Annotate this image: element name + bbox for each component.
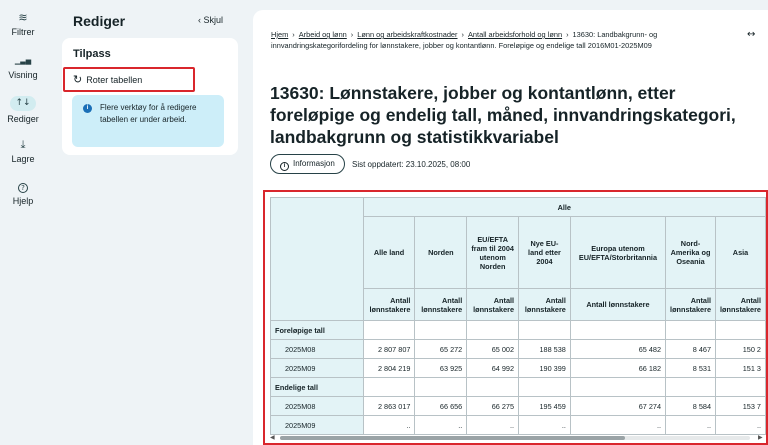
- edit-panel: [58, 0, 242, 445]
- row-label: 2025M08: [271, 397, 364, 416]
- breadcrumb-link[interactable]: Lønn og arbeidskraftkostnader: [357, 30, 458, 39]
- help-icon: ?: [18, 183, 28, 193]
- table-cell: ..: [666, 416, 716, 435]
- column-group-header: Alle: [363, 198, 765, 217]
- main-content: [253, 10, 768, 445]
- table-cell: 190 399: [519, 359, 571, 378]
- table-cell: 8 584: [666, 397, 716, 416]
- hide-panel-button[interactable]: ‹ Skjul: [198, 15, 224, 25]
- rail-visning[interactable]: [0, 55, 46, 80]
- scroll-left-icon[interactable]: ◀: [270, 434, 275, 441]
- table-row: [271, 359, 766, 378]
- customize-title: Tilpass: [73, 48, 111, 60]
- breadcrumb: Hjem › Arbeid og lønn › Lønn og arbeidskraftkostnader › Antall arbeidsforhold og lønn › 13630: Landbakgrunn- og innvandringskategorifordeling for lønnstakere, jobber og kontantlønn. Foreløpige og endelige tall 2016M01-2025M09: [271, 30, 658, 50]
- table-cell: 2 863 017: [363, 397, 415, 416]
- rail-hjelp[interactable]: [0, 182, 46, 206]
- unit-header: Antall lønnstakere: [415, 289, 467, 321]
- row-group-header: Endelige tall: [271, 378, 364, 397]
- table-cell: 66 656: [415, 397, 467, 416]
- table-cell: ..: [716, 416, 766, 435]
- bar-chart-icon: ▁▃▅: [14, 57, 32, 65]
- info-circle-icon: i: [280, 162, 289, 171]
- table-cell: ..: [570, 416, 665, 435]
- column-header: Europa utenom EU/EFTA/Storbritannia: [570, 217, 665, 289]
- unit-header: Antall lønnstakere: [570, 289, 665, 321]
- rail-rediger-label: Rediger: [7, 114, 39, 124]
- breadcrumb-current: 13630: Landbakgrunn- og innvandringskategorifordeling for lønnstakere, jobber og kontantlønn. Foreløpige og endelige tall 2016M01-2025M09: [271, 30, 658, 50]
- table-cell: 151 3: [716, 359, 766, 378]
- nav-rail: [0, 0, 46, 445]
- rail-visning-label: Visning: [8, 70, 38, 80]
- table-cell: ..: [519, 416, 571, 435]
- row-label: 2025M08: [271, 340, 364, 359]
- information-button[interactable]: [270, 154, 345, 174]
- panel-title: Rediger: [73, 13, 126, 29]
- table-cell: 2 804 219: [363, 359, 415, 378]
- table-cell: 150 2: [716, 340, 766, 359]
- column-header: Alle land: [363, 217, 415, 289]
- row-label: 2025M09: [271, 359, 364, 378]
- column-header: Nord-Amerika og Oseania: [666, 217, 716, 289]
- table-row: [271, 416, 766, 435]
- unit-header: Antall lønnstakere: [666, 289, 716, 321]
- rail-lagre-label: Lagre: [11, 154, 35, 164]
- table-cell: 188 538: [519, 340, 571, 359]
- breadcrumb-link[interactable]: Hjem: [271, 30, 289, 39]
- table-cell: 153 7: [716, 397, 766, 416]
- data-table: [270, 197, 766, 435]
- table-cell: 195 459: [519, 397, 571, 416]
- table-cell: 65 482: [570, 340, 665, 359]
- information-button-label: Informasjon: [293, 159, 335, 168]
- table-cell: 66 182: [570, 359, 665, 378]
- unit-header: Antall lønnstakere: [363, 289, 415, 321]
- page-title: 13630: Lønnstakere, jobber og kontantlønn, etter foreløpige og endelig tall, måned, innvandringskategori, landbakgrunn og statistikkvariabel: [270, 83, 736, 147]
- info-notice-text: Flere verktøy for å redigere tabellen er under arbeid.: [100, 103, 197, 124]
- table-cell: 8 531: [666, 359, 716, 378]
- unit-header: Antall lønnstakere: [519, 289, 571, 321]
- expand-icon[interactable]: ↔: [747, 29, 756, 40]
- table-cell: ..: [363, 416, 415, 435]
- rail-rediger[interactable]: [0, 96, 46, 124]
- table-cell: 64 992: [467, 359, 519, 378]
- rail-filtrer-label: Filtrer: [11, 27, 35, 37]
- column-header: Asia: [716, 217, 766, 289]
- column-header: Norden: [415, 217, 467, 289]
- rotate-table-button[interactable]: [63, 67, 195, 92]
- last-updated: Sist oppdatert: 23.10.2025, 08:00: [352, 160, 471, 169]
- rail-filtrer[interactable]: [0, 12, 46, 37]
- filter-icon: ≋: [18, 11, 28, 24]
- unit-header: Antall lønnstakere: [467, 289, 519, 321]
- table-cell: 63 925: [415, 359, 467, 378]
- horizontal-scrollbar[interactable]: [270, 434, 766, 442]
- table-cell: ..: [415, 416, 467, 435]
- table-cell: ..: [467, 416, 519, 435]
- column-header: EU/EFTA fram til 2004 utenom Norden: [467, 217, 519, 289]
- row-group-header: Foreløpige tall: [271, 321, 364, 340]
- column-header: Nye EU-land etter 2004: [519, 217, 571, 289]
- info-icon: i: [83, 104, 92, 113]
- rail-lagre[interactable]: [0, 139, 46, 164]
- data-table-container: [263, 190, 768, 445]
- breadcrumb-link[interactable]: Arbeid og lønn: [298, 30, 347, 39]
- rotate-table-label: Roter tabellen: [86, 75, 143, 85]
- table-cell: 67 274: [570, 397, 665, 416]
- download-icon: ⤓: [20, 138, 26, 151]
- scroll-thumb[interactable]: [280, 436, 625, 440]
- breadcrumb-link[interactable]: Antall arbeidsforhold og lønn: [467, 30, 563, 39]
- rail-hjelp-label: Hjelp: [12, 196, 34, 206]
- table-corner: [271, 198, 364, 321]
- table-row: [271, 397, 766, 416]
- unit-header: Antall lønnstakere: [716, 289, 766, 321]
- table-cell: 2 807 807: [363, 340, 415, 359]
- table-cell: 66 275: [467, 397, 519, 416]
- sort-arrows-icon: ↑↓: [10, 96, 36, 111]
- table-cell: 65 002: [467, 340, 519, 359]
- row-label: 2025M09: [271, 416, 364, 435]
- table-cell: 65 272: [415, 340, 467, 359]
- table-row: [271, 340, 766, 359]
- scroll-right-icon[interactable]: ▶: [758, 434, 763, 441]
- table-cell: 8 467: [666, 340, 716, 359]
- rotate-icon: ↻: [73, 73, 83, 86]
- info-notice: [72, 95, 224, 147]
